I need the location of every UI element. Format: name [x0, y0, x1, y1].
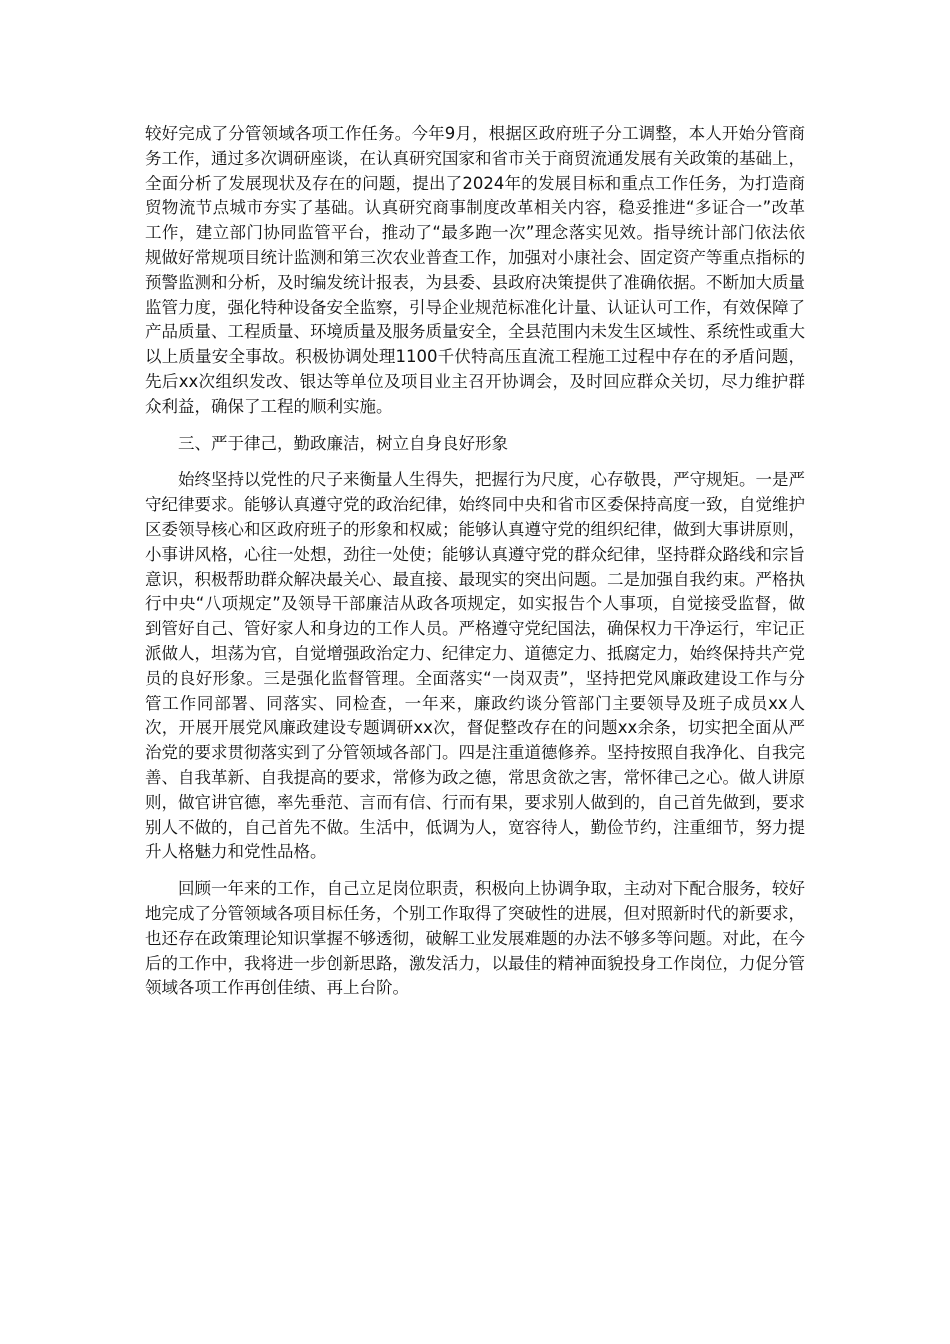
- paragraph-review: 回顾一年来的工作，自己立足岗位职责，积极向上协调争取，主动对下配合服务，较好地完成了分管领域各项目标任务，个别工作取得了突破性的进展，但对照新时代的新要求，也还存在政策理论知识掌握不够透彻，破解工业发展难题的办法不够多等问题。对此，在今后的工作中，我将进一步创新思路，激发活力，以最佳的精神面貌投身工作岗位，力促分管领域各项工作再创佳绩、再上台阶。: [145, 879, 805, 998]
- paragraph-discipline: 始终坚持以党性的尺子来衡量人生得失，把握行为尺度，心存敬畏，严守规矩。一是严守纪律要求。能够认真遵守党的政治纪律，始终同中央和省市区委保持高度一致，自觉维护区委领导核心和区政府班子的形象和权威；能够认真遵守党的组织纪律，做到大事讲原则，小事讲风格，心往一处想，劲往一处使；能够认真遵守党的群众纪律，坚持群众路线和宗旨意识，积极帮助群众解决最关心、最直接、最现实的突出问题。二是加强自我约束。严格执行中央“八项规定”及领导干部廉洁从政各项规定，如实报告个人事项，自觉接受监督，做到管好自己、管好家人和身边的工作人员。严格遵守党纪国法，确保权力干净运行，牢记正派做人，坦荡为官，自觉增强政治定力、纪律定力、道德定力、抵腐定力，始终保持共产党员的良好形象。三是强化监督管理。全面落实“一岗双责”，坚持把党风廉政建设工作与分管工作同部署、同落实、同检查，一年来，廉政约谈分管部门主要领导及班子成员xx人次，开展开展党风廉政建设专题调研xx次，督促整改存在的问题xx余条，切实把全面从严治党的要求贯彻落实到了分管领域各部门。四是注重道德修养。坚持按照自我净化、自我完善、自我革新、自我提高的要求，常修为政之德，常思贪欲之害，常怀律己之心。做人讲原则，做官讲官德，率先垂范、言而有信、行而有果，要求别人做到的，自己首先做到，要求别人不做的，自己首先不做。生活中，低调为人，宽容待人，勤俭节约，注重细节，努力提升人格魅力和党性品格。: [145, 470, 805, 862]
- section-heading: 三、严于律己，勤政廉洁，树立自身良好形象: [178, 433, 508, 453]
- document-page: [145, 122, 805, 1001]
- paragraph-continuation: 较好完成了分管领域各项工作任务。今年9月，根据区政府班子分工调整，本人开始分管商务工作，通过多次调研座谈，在认真研究国家和省市关于商贸流通发展有关政策的基础上，全面分析了发展现状及存在的问题，提出了2024年的发展目标和重点工作任务，为打造商贸物流节点城市夯实了基础。认真研究商事制度改革相关内容，稳妥推进“多证合一”改革工作，建立部门协同监管平台，推动了“最多跑一次”理念落实见效。指导统计部门依法依规做好常规项目统计监测和第三次农业普查工作，加强对小康社会、固定资产等重点指标的预警监测和分析，及时编发统计报表，为县委、县政府决策提供了准确依据。不断加大质量监管力度，强化特种设备安全监察，引导企业规范标准化计量、认证认可工作，有效保障了产品质量、工程质量、环境质量及服务质量安全，全县范围内未发生区域性、系统性或重大以上质量安全事故。积极协调处理1100千伏特高压直流工程施工过程中存在的矛盾问题，先后xx次组织发改、银达等单位及项目业主召开协调会，及时回应群众关切，尽力维护群众利益，确保了工程的顺利实施。: [145, 124, 805, 416]
